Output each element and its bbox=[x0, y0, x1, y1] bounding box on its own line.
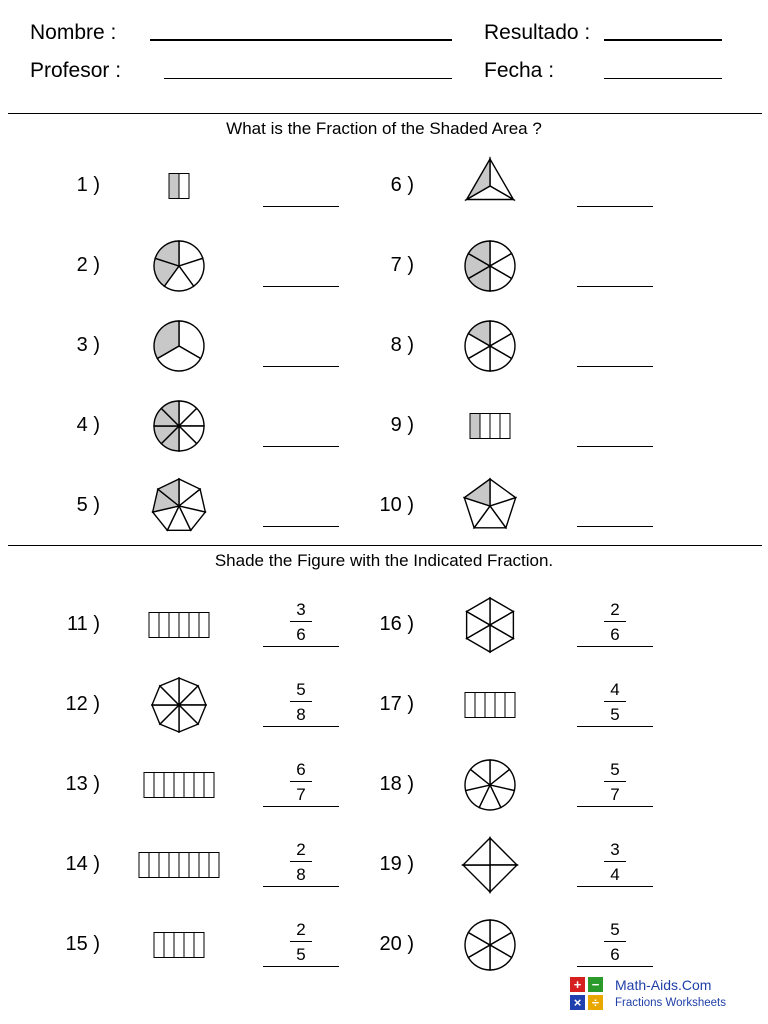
problem-number: 20 ) bbox=[379, 933, 414, 955]
problem-number: 16 ) bbox=[379, 613, 414, 635]
fraction-figure[interactable] bbox=[139, 471, 219, 541]
fraction-figure[interactable] bbox=[450, 750, 530, 820]
fraction-figure[interactable] bbox=[139, 830, 219, 900]
figure-part bbox=[179, 853, 189, 878]
numerator: 6 bbox=[296, 760, 306, 779]
answer-line[interactable] bbox=[577, 206, 653, 207]
numerator: 5 bbox=[296, 680, 306, 699]
brand-name[interactable]: Math-Aids.Com bbox=[615, 977, 712, 993]
fraction-figure[interactable] bbox=[139, 670, 219, 740]
problem-number: 11 ) bbox=[67, 613, 100, 635]
denominator: 6 bbox=[610, 945, 620, 964]
figure-part bbox=[465, 693, 475, 718]
figure-part bbox=[179, 613, 189, 638]
answer-line bbox=[577, 966, 653, 967]
problem-number: 17 ) bbox=[379, 693, 414, 715]
problem-number: 18 ) bbox=[379, 773, 414, 795]
figure-part bbox=[149, 613, 159, 638]
answer-line[interactable] bbox=[263, 286, 339, 287]
figure-part bbox=[475, 693, 485, 718]
figure-part bbox=[189, 613, 199, 638]
fraction-figure[interactable] bbox=[450, 311, 530, 381]
figure-part bbox=[490, 865, 517, 892]
fraction-bar bbox=[290, 621, 312, 622]
fraction-bar bbox=[604, 621, 626, 622]
problem-number: 19 ) bbox=[379, 853, 414, 875]
numerator: 3 bbox=[296, 600, 306, 619]
divide-icon: ÷ bbox=[588, 995, 603, 1010]
figure-part bbox=[144, 773, 154, 798]
fraction-figure[interactable] bbox=[450, 231, 530, 301]
answer-line[interactable] bbox=[263, 366, 339, 367]
figure-part bbox=[194, 933, 204, 958]
section1-title: What is the Fraction of the Shaded Area ? bbox=[226, 119, 542, 138]
figure-part bbox=[470, 414, 480, 439]
problem-number: 15 ) bbox=[65, 933, 100, 955]
answer-line bbox=[577, 806, 653, 807]
answer-line bbox=[577, 726, 653, 727]
figure-part bbox=[154, 773, 164, 798]
numerator: 2 bbox=[296, 920, 306, 939]
figure-part bbox=[179, 174, 189, 199]
figure-part bbox=[485, 693, 495, 718]
denominator: 5 bbox=[610, 705, 620, 724]
fraction-bar bbox=[290, 781, 312, 782]
figure-part bbox=[174, 933, 184, 958]
problem-number: 9 ) bbox=[390, 414, 414, 436]
fraction-figure[interactable] bbox=[139, 231, 219, 301]
problem-number: 1 ) bbox=[76, 174, 100, 196]
problem-number: 6 ) bbox=[390, 174, 414, 196]
fraction-figure[interactable] bbox=[139, 910, 219, 980]
figure-part bbox=[184, 933, 194, 958]
figure-part bbox=[189, 853, 199, 878]
numerator: 4 bbox=[610, 680, 620, 699]
problem-number: 5 ) bbox=[76, 494, 100, 516]
figure-part bbox=[500, 414, 510, 439]
fraction-figure[interactable] bbox=[450, 590, 530, 660]
fraction-bar bbox=[604, 781, 626, 782]
problem-number: 2 ) bbox=[76, 254, 100, 276]
fraction-bar bbox=[290, 941, 312, 942]
figure-part bbox=[169, 613, 179, 638]
target-fraction bbox=[577, 920, 653, 964]
answer-line bbox=[263, 886, 339, 887]
figure-part bbox=[490, 838, 517, 865]
brand-subtitle: Fractions Worksheets bbox=[615, 997, 726, 1009]
figure-part bbox=[194, 773, 204, 798]
answer-line bbox=[263, 966, 339, 967]
problem-number: 14 ) bbox=[65, 853, 100, 875]
figure-part bbox=[463, 865, 490, 892]
numerator: 2 bbox=[296, 840, 306, 859]
denominator: 6 bbox=[296, 625, 306, 644]
date-label: Fecha : bbox=[484, 59, 555, 82]
figure-part bbox=[480, 414, 490, 439]
fraction-figure[interactable] bbox=[139, 590, 219, 660]
problem-number: 8 ) bbox=[390, 334, 414, 356]
answer-line bbox=[577, 886, 653, 887]
fraction-figure[interactable] bbox=[450, 151, 530, 221]
figure-part bbox=[199, 853, 209, 878]
fraction-bar bbox=[604, 701, 626, 702]
fraction-bar bbox=[604, 861, 626, 862]
figure-part bbox=[490, 414, 500, 439]
figure-part bbox=[149, 853, 159, 878]
answer-line bbox=[263, 646, 339, 647]
fraction-figure[interactable] bbox=[450, 471, 530, 541]
figure-part bbox=[164, 773, 174, 798]
section2-title: Shade the Figure with the Indicated Fraction. bbox=[214, 551, 554, 570]
figure-part bbox=[505, 693, 515, 718]
answer-line[interactable] bbox=[263, 446, 339, 447]
answer-line[interactable] bbox=[577, 286, 653, 287]
fraction-figure[interactable] bbox=[450, 910, 530, 980]
problem-number: 13 ) bbox=[65, 773, 100, 795]
denominator: 4 bbox=[610, 865, 620, 884]
numerator: 5 bbox=[610, 760, 620, 779]
multiply-icon: × bbox=[570, 995, 585, 1010]
target-fraction bbox=[577, 760, 653, 804]
figure-part bbox=[495, 693, 505, 718]
teacher-field[interactable] bbox=[164, 78, 452, 79]
answer-line[interactable] bbox=[263, 206, 339, 207]
figure-part bbox=[139, 853, 149, 878]
problem-number: 3 ) bbox=[76, 334, 100, 356]
problem-number: 4 ) bbox=[76, 414, 100, 436]
fraction-bar bbox=[290, 701, 312, 702]
figure-part bbox=[169, 174, 179, 199]
answer-line[interactable] bbox=[577, 526, 653, 527]
section-divider bbox=[8, 545, 762, 546]
answer-line bbox=[263, 726, 339, 727]
denominator: 8 bbox=[296, 865, 306, 884]
fraction-figure[interactable] bbox=[139, 391, 219, 461]
problem-number: 10 ) bbox=[379, 494, 414, 516]
math-aids-logo bbox=[570, 977, 740, 1013]
denominator: 7 bbox=[610, 785, 620, 804]
figure-part bbox=[199, 613, 209, 638]
fraction-figure[interactable] bbox=[139, 151, 219, 221]
figure-part bbox=[209, 853, 219, 878]
fraction-bar bbox=[290, 861, 312, 862]
numerator: 5 bbox=[610, 920, 620, 939]
answer-line bbox=[263, 806, 339, 807]
plus-icon: + bbox=[570, 977, 585, 992]
figure-part bbox=[159, 613, 169, 638]
figure-part bbox=[154, 933, 164, 958]
numerator: 2 bbox=[610, 600, 620, 619]
figure-part bbox=[164, 933, 174, 958]
figure-part bbox=[174, 773, 184, 798]
answer-line[interactable] bbox=[577, 366, 653, 367]
numerator: 3 bbox=[610, 840, 620, 859]
target-fraction bbox=[577, 600, 653, 644]
problem-number: 12 ) bbox=[65, 693, 100, 715]
figure-part bbox=[204, 773, 214, 798]
denominator: 7 bbox=[296, 785, 306, 804]
target-fraction bbox=[577, 680, 653, 724]
denominator: 6 bbox=[610, 625, 620, 644]
answer-line[interactable] bbox=[577, 446, 653, 447]
name-label: Nombre : bbox=[30, 21, 117, 44]
date-field[interactable] bbox=[604, 78, 722, 79]
answer-line[interactable] bbox=[263, 526, 339, 527]
fraction-figure[interactable] bbox=[450, 670, 530, 740]
figure-part bbox=[463, 838, 490, 865]
denominator: 5 bbox=[296, 945, 306, 964]
section-divider bbox=[8, 113, 762, 114]
figure-part bbox=[169, 853, 179, 878]
fraction-figure[interactable] bbox=[450, 830, 530, 900]
target-fraction bbox=[577, 840, 653, 884]
result-field[interactable] bbox=[604, 39, 722, 41]
name-field[interactable] bbox=[150, 39, 452, 41]
result-label: Resultado : bbox=[484, 21, 591, 44]
figure-part bbox=[184, 773, 194, 798]
minus-icon: − bbox=[588, 977, 603, 992]
fraction-bar bbox=[604, 941, 626, 942]
fraction-figure[interactable] bbox=[450, 391, 530, 461]
denominator: 8 bbox=[296, 705, 306, 724]
fraction-figure[interactable] bbox=[139, 311, 219, 381]
answer-line bbox=[577, 646, 653, 647]
figure-part bbox=[159, 853, 169, 878]
teacher-label: Profesor : bbox=[30, 59, 122, 82]
fraction-figure[interactable] bbox=[139, 750, 219, 820]
problem-number: 7 ) bbox=[390, 254, 414, 276]
